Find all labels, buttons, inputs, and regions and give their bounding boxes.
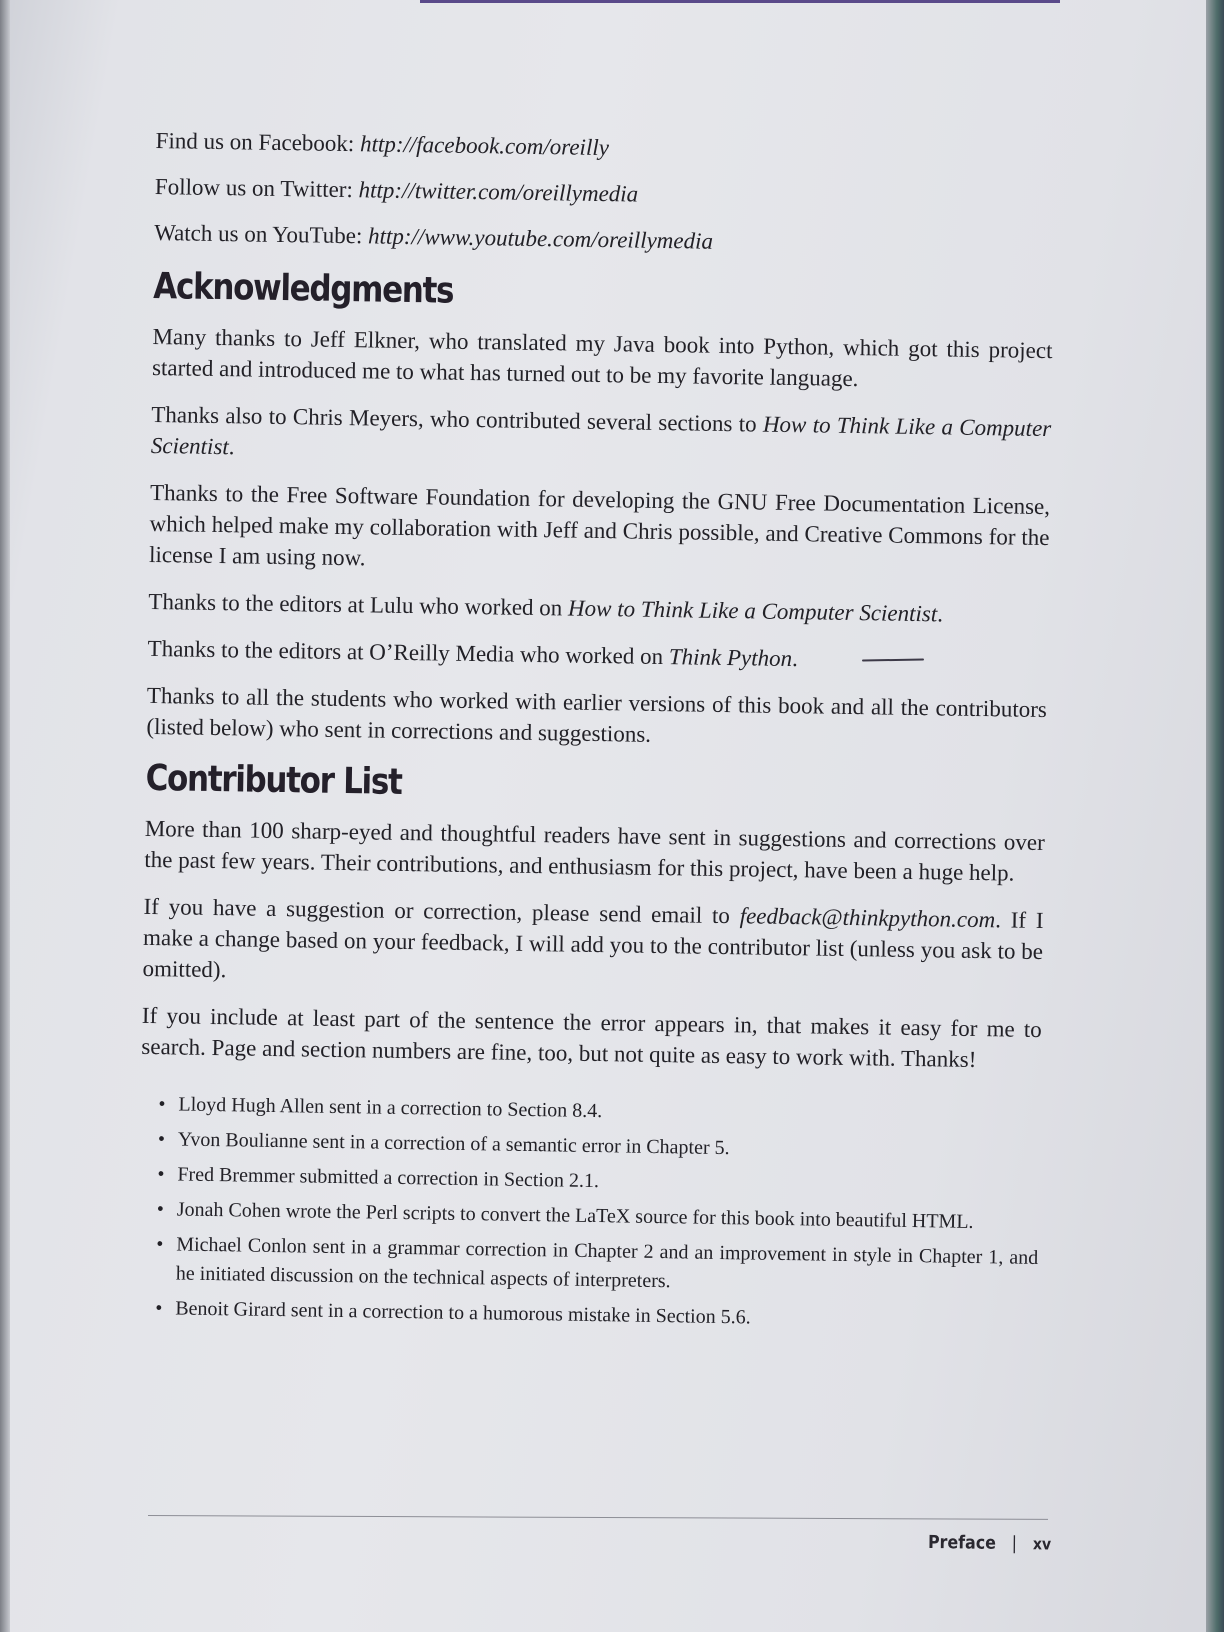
bullet-icon: • — [157, 1128, 166, 1151]
bullet-icon: • — [156, 1198, 165, 1221]
list-item: • Benoit Girard sent in a correction to a humorous mistake in Section 5.6. — [137, 1294, 1037, 1337]
twitter-line: Follow us on Twitter: http://twitter.com/oreillymedia — [154, 173, 639, 207]
youtube-line: Watch us on YouTube: http://www.youtube.com/oreillymedia — [154, 219, 714, 254]
twitter-url: http://twitter.com/oreillymedia — [358, 177, 639, 207]
book-title: How to Think Like a Computer Scientist — [567, 595, 938, 627]
contrib-paragraph-2: If you have a suggestion or correction, please send email to feedback@thinkpython.com. If I make a change based on your feedback, I will add you to the contributor list (unless you ask to be omitted). — [142, 893, 1044, 983]
list-item: • Lloyd Hugh Allen sent in a correction to Section 8.4. — [140, 1090, 1040, 1133]
ack-paragraph-2: Thanks also to Chris Meyers, who contributed several sections to How to Think Like a Computer Scientist. — [150, 401, 1052, 460]
contributor-list-heading: Contributor List — [145, 757, 402, 803]
bullet-icon: • — [156, 1233, 164, 1256]
contrib-paragraph-3: If you include at least part of the sentence the error appears in, that makes it easy for me to search. Page and section numbers are fine, too, but not quite as easy to work with. Thanks! — [141, 1002, 1042, 1072]
bullet-icon: • — [157, 1163, 165, 1186]
youtube-url: http://www.youtube.com/oreillymedia — [367, 223, 714, 254]
facebook-line: Find us on Facebook: http://facebook.com/oreilly — [155, 127, 610, 161]
list-item: • Yvon Boulianne sent in a correction of a semantic error in Chapter 5. — [140, 1125, 1040, 1168]
book-title: How to Think Like a Computer Scientist — [150, 411, 1052, 460]
bullet-icon: • — [155, 1297, 163, 1320]
page-number: xv — [1032, 1534, 1052, 1554]
list-item: • Fred Bremmer submitted a correction in Section 2.1. — [139, 1160, 1039, 1203]
bullet-icon: • — [158, 1093, 166, 1116]
facebook-url: http://facebook.com/oreilly — [359, 131, 610, 161]
ack-paragraph-4: Thanks to the editors at Lulu who worked on How to Think Like a Computer Scientist. — [148, 588, 944, 627]
ack-paragraph-5: Thanks to the editors at O’Reilly Media who worked on Think Python. — [147, 635, 799, 672]
page-content — [137, 118, 1056, 1343]
contrib-paragraph-1: More than 100 sharp-eyed and thoughtful readers have sent in suggestions and corrections over the past few years. Their contributions, and enthusiasm for this project, have been a huge help. — [144, 815, 1045, 886]
footer-section-title: Preface — [927, 1532, 996, 1554]
book-title: Think Python — [668, 644, 793, 672]
ack-paragraph-3: Thanks to the Free Software Foundation for developing the GNU Free Documentation License, which helped make my collaboration with Jeff and Chris possible, and Creative Commons for the license I am using now. — [148, 479, 1051, 571]
footer-separator: | — [1011, 1532, 1018, 1555]
feedback-email: feedback@thinkpython.com — [739, 903, 996, 933]
list-item: • Jonah Cohen wrote the Perl scripts to convert the LaTeX source for this book into beautiful HTML. — [139, 1195, 1039, 1238]
acknowledgments-heading: Acknowledgments — [153, 265, 454, 312]
list-item: • Michael Conlon sent in a grammar correction in Chapter 2 and an improvement in style in Chapter 1, and he initiated discussion on the technical aspects of interpreters. — [138, 1230, 1039, 1302]
book-cover-edge — [1206, 0, 1224, 1632]
page-left-edge — [0, 0, 10, 1632]
ack-paragraph-6: Thanks to all the students who worked with earlier versions of this book and all the contributors (listed below) who sent in corrections and suggestions. — [146, 682, 1048, 747]
top-color-strip — [420, 0, 1060, 3]
footer-divider — [148, 1515, 1048, 1520]
page-footer — [928, 1532, 1051, 1554]
contributor-list — [137, 1090, 1041, 1337]
ack-paragraph-1: Many thanks to Jeff Elkner, who translated my Java book into Python, which got this project started and introduced me to what has turned out to be my favorite language. — [151, 323, 1053, 392]
